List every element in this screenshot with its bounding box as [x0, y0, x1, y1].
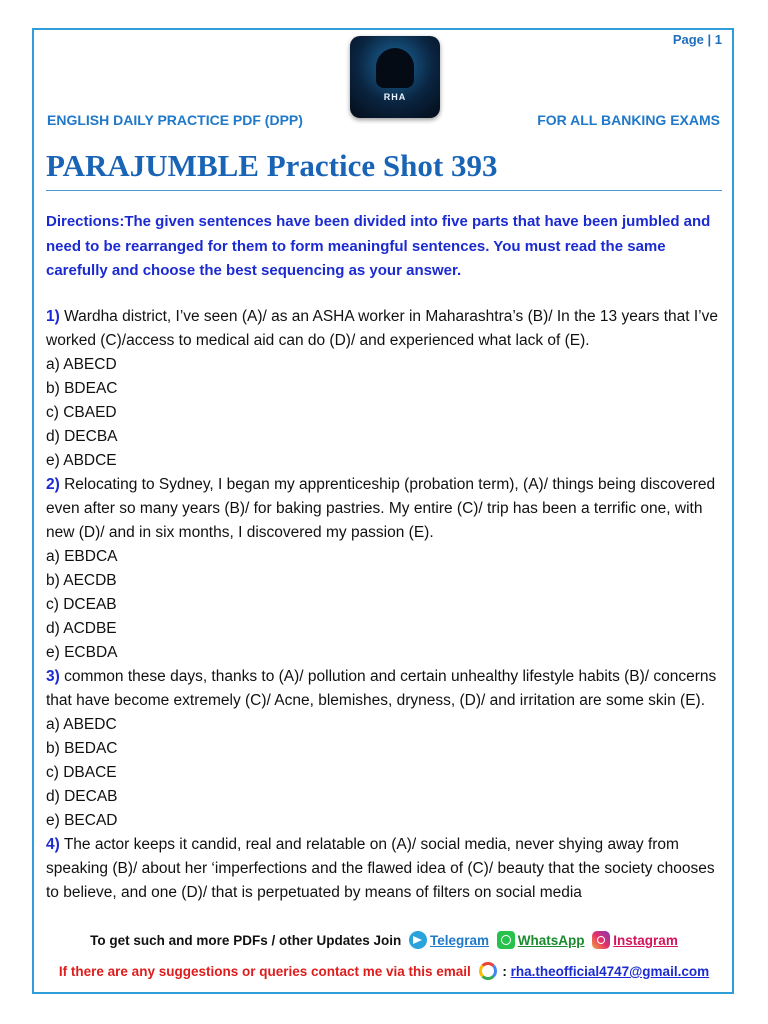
header-row: [47, 112, 720, 130]
question-text: Relocating to Sydney, I began my apprenticeship (probation term), (A)/ things being discovered even after so many years (B)/ for baking pastries. My entire (C)/ trip has been a terrific one, with new (D)/ and in six months, I discovered my passion (E).: [46, 476, 716, 541]
footer-contact-line: [0, 962, 768, 980]
email-link[interactable]: rha.theofficial4747@gmail.com: [510, 964, 710, 979]
whatsapp-icon: [497, 931, 515, 949]
hooded-figure-icon: [376, 48, 414, 88]
option: e) ECBDA: [46, 644, 118, 661]
rha-logo: [350, 36, 440, 118]
directions: Directions:The given sentences have been divided into five parts that have been jumbled and need to be rearranged for them to form meaningful sentences. You must read the same carefully and choose the best sequencing as your answer.: [46, 213, 711, 279]
question-number: 1): [46, 308, 60, 325]
option: a) ABEDC: [46, 716, 117, 733]
question-number: 3): [46, 668, 60, 685]
instagram-label: Instagram: [613, 933, 678, 948]
option: e) ABDCE: [46, 452, 117, 469]
join-text: To get such and more PDFs / other Updates Join: [90, 933, 402, 948]
option: d) DECBA: [46, 428, 118, 445]
header-right: FOR ALL BANKING EXAMS: [537, 112, 720, 128]
option: c) CBAED: [46, 404, 117, 421]
page-number: Page | 1: [672, 32, 722, 47]
footer-social-line: [0, 931, 768, 949]
question-3: [46, 665, 728, 833]
contact-text: If there are any suggestions or queries contact me via this email: [58, 964, 471, 979]
question-2: [46, 473, 728, 665]
telegram-icon: [409, 931, 427, 949]
option: c) DBACE: [46, 764, 117, 781]
option: b) BDEAC: [46, 380, 118, 397]
option: b) AECDB: [46, 572, 117, 589]
option: e) BECAD: [46, 812, 118, 829]
colon: :: [502, 964, 507, 979]
title-divider: [46, 190, 722, 191]
google-icon: [479, 962, 497, 980]
option: c) DCEAB: [46, 596, 117, 613]
question-number: 4): [46, 836, 60, 853]
question-text: The actor keeps it candid, real and relatable on (A)/ social media, never shying away from speaking (B)/ about her ‘imperfections and the flawed idea of (C)/ beauty that the society chooses to believe, and one (D)/ that is perpetuated by means of filters on social media: [46, 836, 715, 901]
page-title: PARAJUMBLE Practice Shot 393: [46, 148, 498, 183]
question-number: 2): [46, 476, 60, 493]
question-1: [46, 305, 728, 473]
option: d) DECAB: [46, 788, 118, 805]
logo-text: RHA: [383, 92, 407, 102]
whatsapp-link[interactable]: [497, 931, 585, 949]
telegram-link[interactable]: [409, 931, 489, 949]
question-text: Wardha district, I’ve seen (A)/ as an ASHA worker in Maharashtra’s (B)/ In the 13 years that I’ve worked (C)/access to medical aid can do (D)/ and experienced what lack of (E).: [46, 308, 718, 349]
instagram-link[interactable]: [592, 931, 678, 949]
question-list: [46, 305, 728, 905]
option: a) EBDCA: [46, 548, 118, 565]
question-4: [46, 833, 728, 905]
telegram-label: Telegram: [429, 933, 490, 948]
whatsapp-label: WhatsApp: [517, 933, 585, 948]
question-text: common these days, thanks to (A)/ pollution and certain unhealthy lifestyle habits (B)/ concerns that have become extremely (C)/ Acne, blemishes, dryness, (D)/ and irritation are some skin (E).: [46, 668, 717, 709]
option: b) BEDAC: [46, 740, 118, 757]
instagram-icon: [592, 931, 610, 949]
header-left: ENGLISH DAILY PRACTICE PDF (DPP): [47, 112, 303, 128]
option: a) ABECD: [46, 356, 117, 373]
option: d) ACDBE: [46, 620, 117, 637]
